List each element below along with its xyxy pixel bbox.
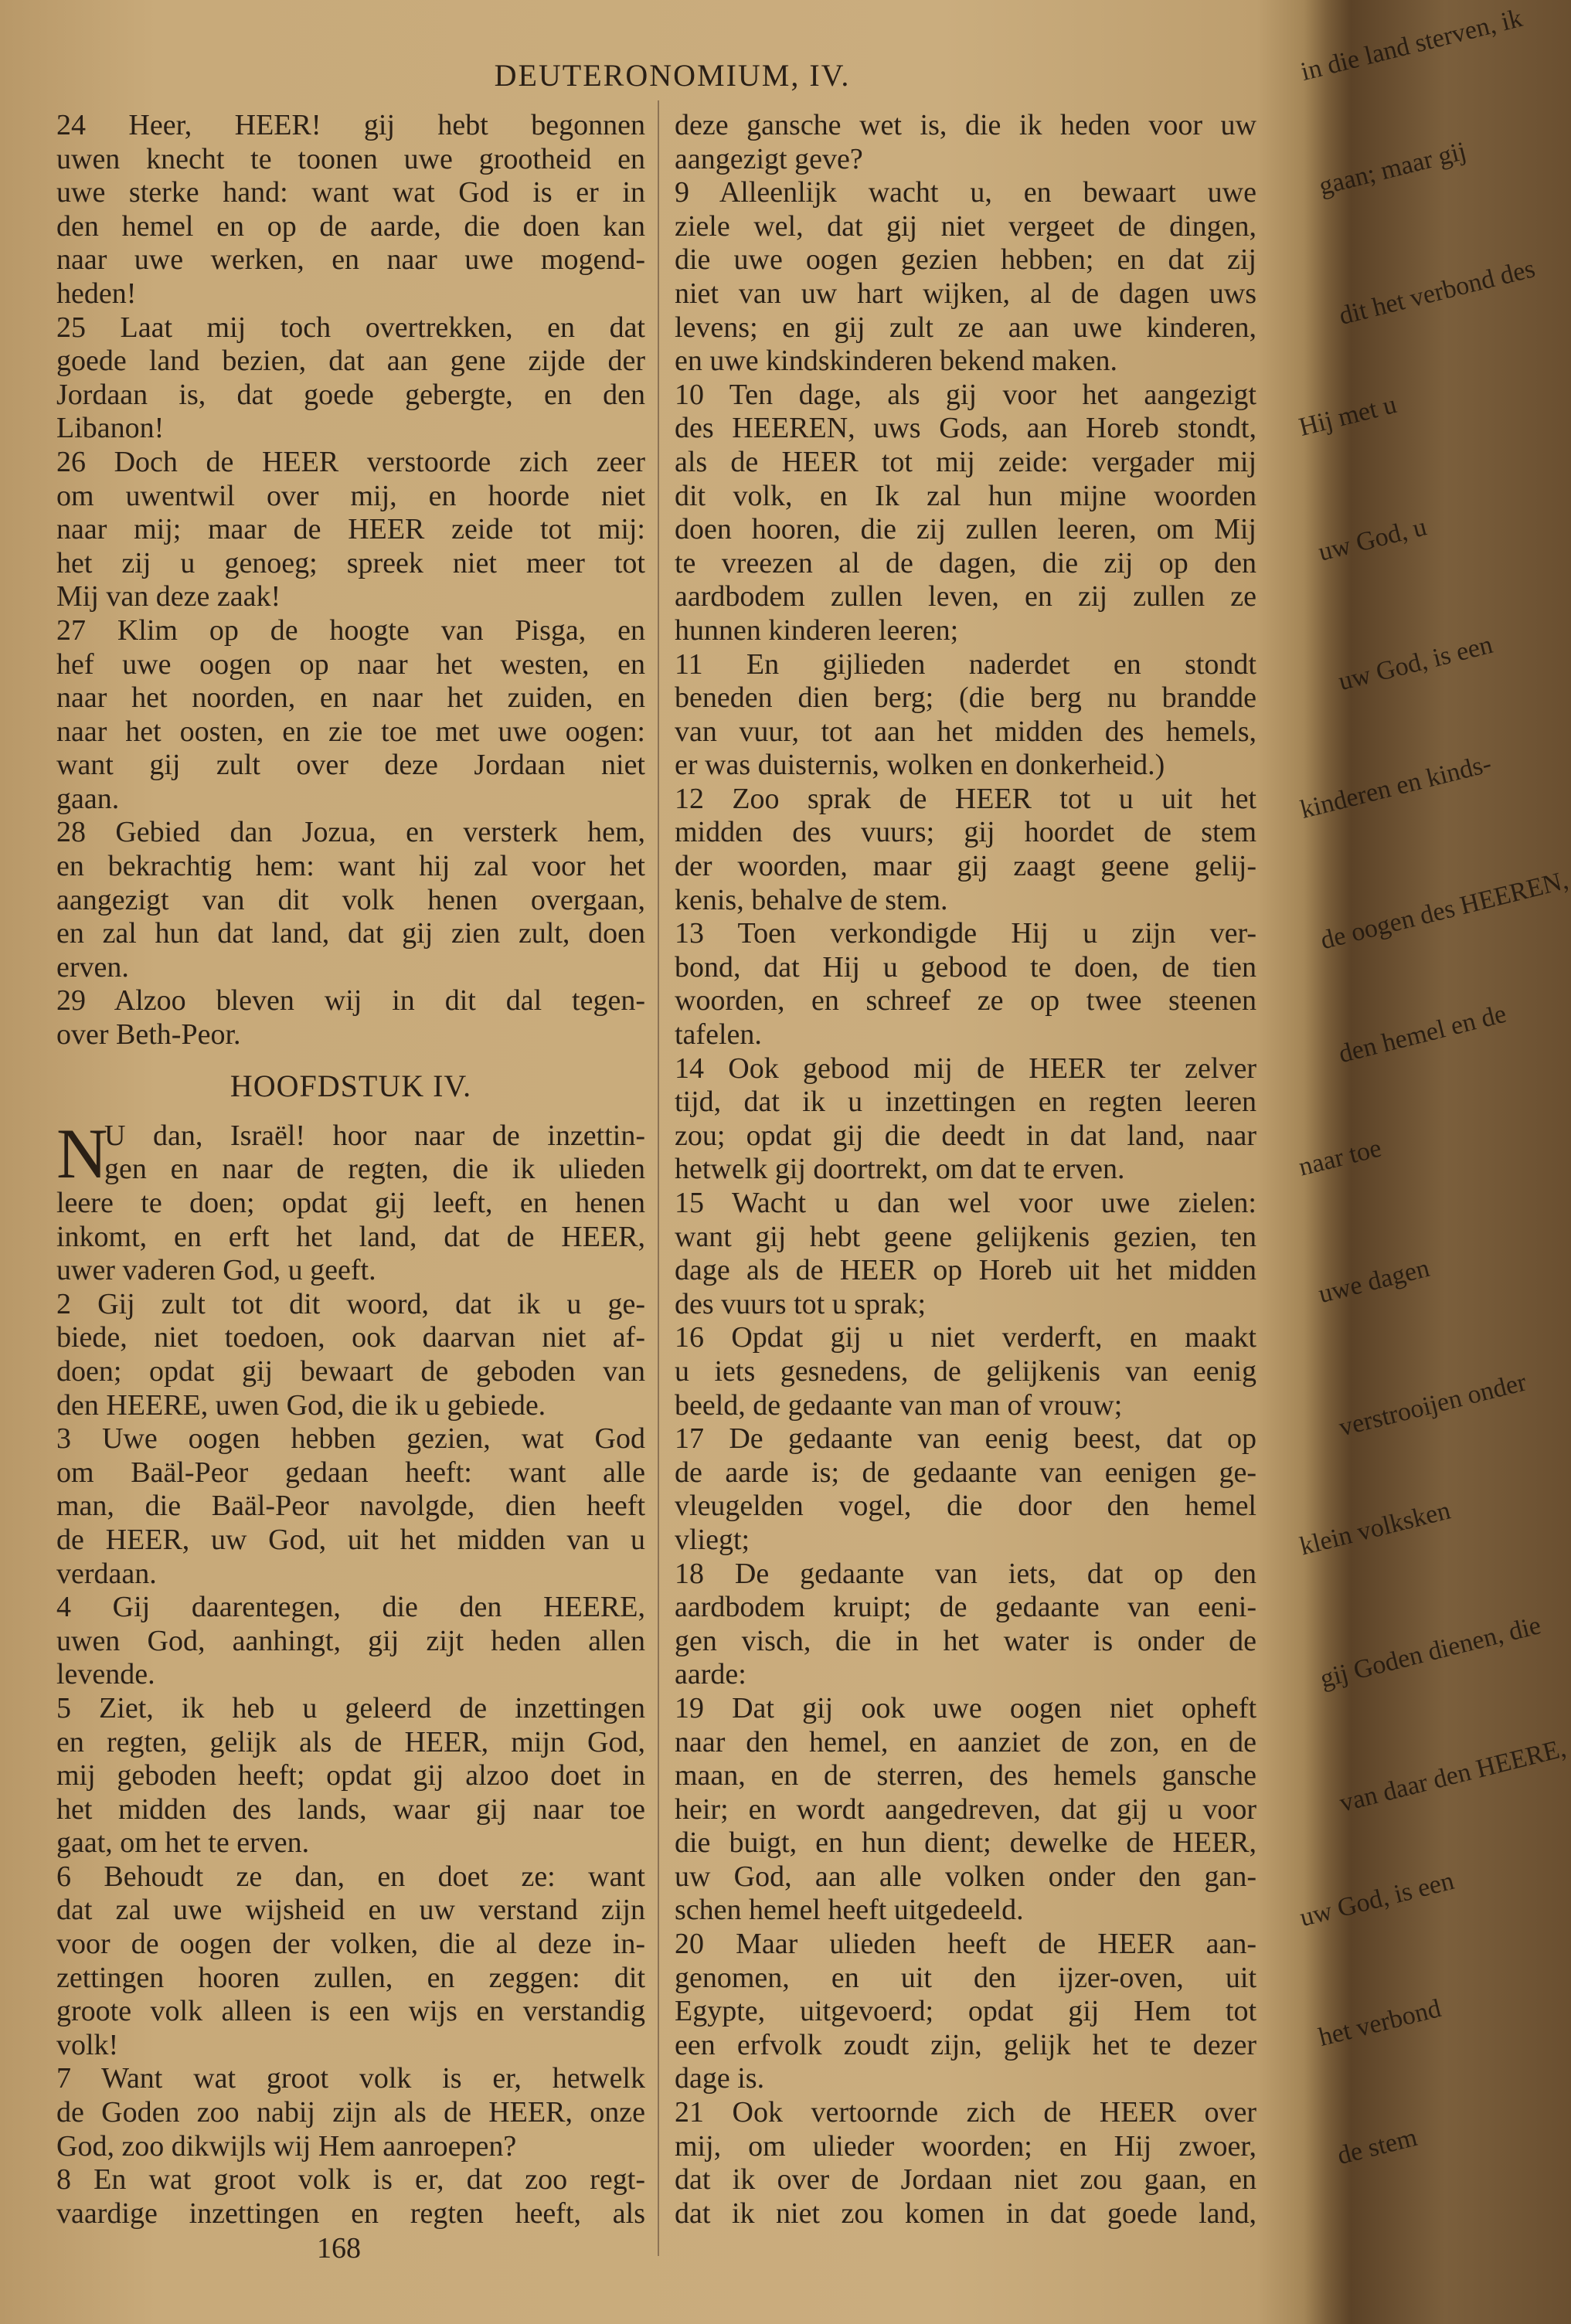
text-line: God, zoo dikwijls wij Hem aanroepen? [56,2129,517,2163]
drop-cap: N [56,1113,108,1193]
text-line: genomen, en uit den ijzer-oven, uit [675,1961,1256,1994]
text-line: dat ik over de Jordaan niet zou gaan, en [675,2163,1256,2197]
left-column [56,109,645,2231]
text-line: van vuur, tot aan het midden des hemels, [675,715,1256,748]
text-line: dat ik niet zou komen in dat goede land, [675,2197,1256,2230]
text-line: een erfvolk zoudt zijn, gelijk het te dezer [675,2028,1256,2061]
text-line: naar den hemel, en aanziet de zon, en de [675,1725,1256,1758]
text-line: vliegt; [675,1523,750,1556]
text-line: kenis, behalve de stem. [675,883,948,916]
facing-page-text-fragment: de stem [1334,2122,1420,2171]
text-line: 21 Ook vertoornde zich de HEER over [675,2096,1256,2129]
text-line: goede land bezien, dat aan gene zijde der [56,345,645,378]
text-line: en bekrachtig hem: want hij zal voor het [56,850,645,883]
text-line: gaan. [56,782,120,815]
text-line: 13 Toen verkondigde Hij u zijn ver- [675,917,1256,950]
text-line: hef uwe oogen op naar het westen, en [56,647,645,681]
text-line: doen hooren, die zij zullen leeren, om Mij [675,513,1256,546]
text-line: naar uwe werken, en naar uwe mogend- [56,243,645,277]
text-line: dit volk, en Ik zal hun mijne woorden [675,479,1256,512]
text-line: de aarde is; de gedaante van eenigen ge- [675,1456,1256,1489]
text-line: uw God, aan alle volken onder den gan- [675,1860,1256,1893]
text-line: maan, en de sterren, des hemels gansche [675,1759,1256,1792]
running-header: DEUTERONOMIUM, IV. [494,58,851,93]
text-line: gen visch, die in het water is onder de [675,1624,1256,1657]
text-line: ziele wel, dat gij niet vergeet de dingen, [675,209,1256,243]
facing-page-text-fragment: uw God, is een [1297,1866,1457,1933]
text-line: heir; en wordt aangedreven, dat gij u voor [675,1792,1256,1826]
text-line: der woorden, maar gij zaagt geene gelij- [675,850,1256,883]
text-line: schen hemel heeft uitgedeeld. [675,1894,1024,1927]
text-line: tafelen. [675,1018,762,1052]
text-line: 4 Gij daarentegen, die den HEERE, [56,1591,645,1624]
text-line: des HEEREN, uws Gods, aan Horeb stondt, [675,412,1256,445]
text-line: mij, om ulieder woorden; en Hij zwoer, [675,2129,1256,2163]
text-line: Egypte, uitgevoerd; opdat gij Hem tot [675,1995,1256,2028]
text-line: 11 En gijlieden naderdet en stondt [675,647,1256,681]
text-line: biede, niet toedoen, ook daarvan niet af- [56,1321,645,1354]
text-line: levende. [56,1658,155,1691]
text-line: om uwentwil over mij, en hoorde niet [56,479,645,512]
text-line: 17 De gedaante van eenig beest, dat op [675,1422,1256,1456]
text-line: 12 Zoo sprak de HEER tot u uit het [675,782,1256,815]
text-line: uwen knecht te toonen uwe grootheid en [56,142,645,175]
text-line: hetwelk gij doortrekt, om dat te erven. [675,1153,1125,1186]
text-line: mij geboden heeft; opdat gij alzoo doet in [56,1759,645,1792]
text-line: 16 Opdat gij u niet verderft, en maakt [675,1321,1256,1354]
facing-page-text-fragment: uw God, is een [1335,630,1496,697]
text-line: en zal hun dat land, dat gij zien zult, doen [56,917,645,950]
facing-page-text-fragment: klein volksken [1297,1496,1454,1561]
text-line: leere te doen; opdat gij leeft, en henen [56,1187,645,1219]
text-line: uwer vaderen God, u geeft. [56,1254,376,1287]
text-line: de Goden zoo nabij zijn als de HEER, onze [56,2096,645,2129]
text-line: Jordaan is, dat goede gebergte, en den [56,378,645,411]
text-line: 27 Klim op de hoogte van Pisga, en [56,613,645,647]
text-line: 9 Alleenlijk wacht u, en bewaart uwe [675,176,1256,209]
facing-page-text-fragment: van daar den HEERE, [1336,1734,1569,1818]
column-divider [658,100,659,2256]
text-line: en uwe kindskinderen bekend maken. [675,345,1117,378]
facing-page-text-fragment: in die land sterven, ik [1297,4,1525,87]
text-line: heden! [56,277,137,310]
text-line: voor de oogen der volken, die al deze in- [56,1928,645,1961]
text-line: verdaan. [56,1557,157,1590]
text-line: dage is. [675,2062,765,2095]
text-line: volk! [56,2028,119,2061]
text-line: 29 Alzoo bleven wij in dit dal tegen- [56,984,645,1018]
text-line: 14 Ook gebood mij de HEER ter zelver [675,1052,1256,1085]
facing-page-edge [1283,0,1571,2324]
text-line: man, die Baäl-Peor navolgde, dien heeft [56,1490,645,1523]
facing-page-text-fragment: het verbond [1315,1994,1444,2052]
text-line: naar het noorden, en naar het zuiden, en [56,681,645,715]
facing-page-text-fragment: dit het verbond des [1336,254,1539,331]
text-line: groote volk alleen is een wijs en verstandig [56,1995,645,2028]
text-line: dage als de HEER op Horeb uit het midden [675,1254,1256,1287]
text-line: de HEER, uw God, uit het midden van u [56,1523,645,1556]
text-line: uwen God, aanhingt, gij zijt heden allen [56,1624,645,1657]
text-line: aangezigt geve? [675,142,863,175]
text-line: U dan, Israël! hoor naar de inzettin- [104,1119,645,1152]
text-line: het zij u genoeg; spreek niet meer tot [56,546,645,579]
text-line: aarde: [675,1658,746,1691]
text-line: want gij zult over deze Jordaan niet [56,749,645,782]
text-line: om Baäl-Peor gedaan heeft: want alle [56,1456,645,1489]
text-line: 6 Behoudt ze dan, en doet ze: want [56,1860,645,1893]
text-line: 24 Heer, HEER! gij hebt begonnen [56,109,645,141]
facing-page-text-fragment: Hij met u [1296,390,1399,443]
facing-page-text-fragment: kinderen en kinds- [1297,749,1494,825]
facing-page-text-fragment: uw God, u [1315,512,1430,567]
facing-page-text-fragment: gij Goden dienen, die [1317,1611,1544,1694]
text-line: naar het oosten, en zie toe met uwe oogen: [56,715,645,748]
chapter-heading: HOOFDSTUK IV. [230,1068,472,1103]
text-line: midden des vuurs; gij hoordet de stem [675,816,1256,849]
facing-page-text-fragment: de oogen des HEEREN, [1318,865,1571,956]
text-line: 26 Doch de HEER verstoorde zich zeer [56,445,645,478]
text-line: levens; en gij zult ze aan uwe kinderen, [675,311,1256,344]
text-line: 2 Gij zult tot dit woord, dat ik u ge- [56,1287,645,1320]
text-line: 25 Laat mij toch overtrekken, en dat [56,311,645,344]
text-line: er was duisternis, wolken en donkerheid.) [675,749,1165,782]
text-line: 3 Uwe oogen hebben gezien, wat God [56,1422,645,1456]
text-line: gaat, om het te erven. [56,1826,310,1860]
text-line: 20 Maar ulieden heeft de HEER aan- [675,1928,1256,1961]
text-line: zettingen hooren zullen, en zeggen: dit [56,1961,645,1994]
text-line: te vreezen al de dagen, die zij op den [675,546,1256,579]
text-line: tijd, dat ik u inzettingen en regten leeren [675,1086,1256,1119]
text-line: beneden dien berg; (die berg nu brandde [675,681,1256,715]
text-line: dat zal uwe wijsheid en uw verstand zijn [56,1894,645,1927]
text-line: want gij hebt geene gelijkenis gezien, ten [675,1220,1256,1253]
facing-page-text-fragment: naar toe [1296,1133,1385,1182]
text-line: den hemel en op de aarde, die doen kan [56,209,645,243]
text-line: deze gansche wet is, die ik heden voor uw [675,109,1256,141]
facing-page-text-fragment: gaan; maar gij [1316,137,1469,201]
right-column [675,109,1256,2231]
text-line: 18 De gedaante van iets, dat op den [675,1557,1256,1590]
text-line: Libanon! [56,412,165,445]
text-line: uwe sterke hand: want wat God is er in [56,176,645,209]
text-line: over Beth-Peor. [56,1018,241,1052]
text-line: den HEERE, uwen God, die ik u gebiede. [56,1388,546,1422]
text-line: 10 Ten dage, als gij voor het aangezigt [675,378,1256,411]
text-line: Mij van deze zaak! [56,580,281,613]
text-line: vaardige inzettingen en regten heeft, als [56,2197,645,2230]
text-line: u iets gesnedens, de gelijkenis van eenig [675,1354,1256,1388]
facing-page-text-fragment: den hemel en de [1335,999,1509,1069]
text-line: 7 Want wat groot volk is er, hetwelk [56,2062,645,2095]
text-line: als de HEER tot mij zeide: vergader mij [675,445,1256,478]
text-line: en regten, gelijk als de HEER, mijn God, [56,1725,645,1758]
text-line: aardbodem zullen leven, en zij zullen ze [675,580,1256,613]
text-line: doen; opdat gij bewaart de geboden van [56,1354,645,1388]
chapter-opening [56,1113,645,1193]
text-line: bond, dat Hij u gebood te doen, de tien [675,950,1256,984]
text-line: erven. [56,950,129,984]
text-line: naar mij; maar de HEER zeide tot mij: [56,513,645,546]
text-line: 5 Ziet, ik heb u geleerd de inzettingen [56,1691,645,1724]
facing-page-text-fragment: verstrooijen onder [1336,1368,1529,1442]
text-line: niet van uw hart wijken, al de dagen uws [675,277,1256,310]
text-line: vleugelden vogel, die door den hemel [675,1490,1256,1523]
text-line: aardbodem kruipt; de gedaante van eeni- [675,1591,1256,1624]
text-line: beeld, de gedaante van man of vrouw; [675,1388,1123,1422]
text-line: woorden, en schreef ze op twee steenen [675,984,1256,1018]
text-line: 15 Wacht u dan wel voor uwe zielen: [675,1187,1256,1219]
text-line: het midden des lands, waar gij naar toe [56,1792,645,1826]
page-number: 168 [317,2232,361,2265]
text-line: 8 En wat groot volk is er, dat zoo regt- [56,2163,645,2197]
text-line: gen en naar de regten, die ik ulieden [104,1153,645,1186]
text-line: inkomt, en erft het land, dat de HEER, [56,1220,645,1253]
text-line: 28 Gebied dan Jozua, en versterk hem, [56,816,645,849]
text-line: die buigt, en hun dient; dewelke de HEER, [675,1826,1256,1860]
text-line: des vuurs tot u sprak; [675,1287,927,1320]
text-line: hunnen kinderen leeren; [675,613,959,647]
text-line: die uwe oogen gezien hebben; en dat zij [675,243,1256,277]
text-line: 19 Dat gij ook uwe oogen niet opheft [675,1691,1256,1724]
facing-page-text-fragment: uwe dagen [1315,1253,1433,1310]
text-line: zou; opdat gij die deedt in dat land, naar [675,1119,1256,1152]
text-line: aangezigt van dit volk henen overgaan, [56,883,645,916]
